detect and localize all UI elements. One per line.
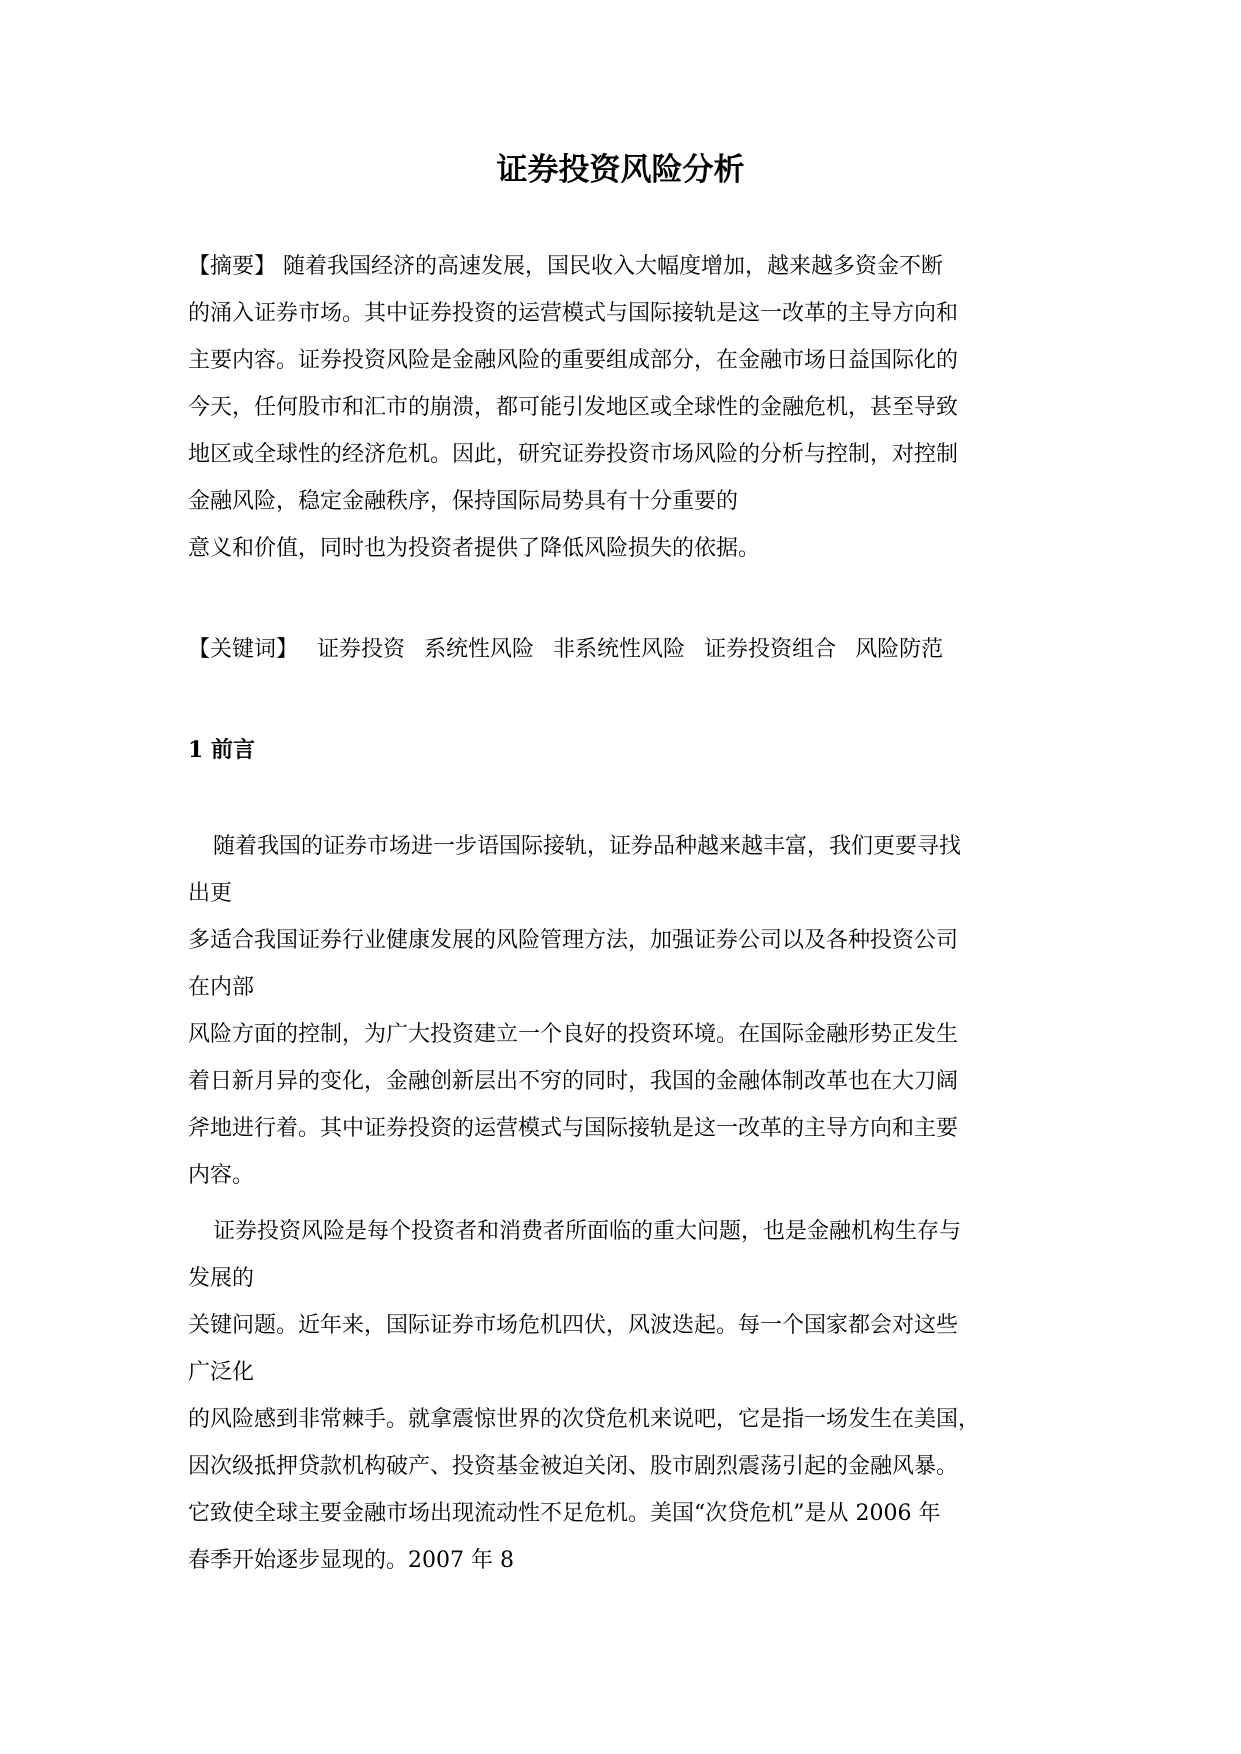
body-line: 春季开始逐步显现的。2007 年 8 [188, 1548, 514, 1573]
section-heading: 1 前言 [188, 737, 255, 763]
body-line: 在内部 [188, 975, 255, 1000]
keyword: 系统性风险 [424, 637, 535, 662]
keyword: 风险防范 [855, 637, 944, 662]
body-line: 风险方面的控制，为广大投资建立一个良好的投资环境。在国际金融形势正发生 [188, 1022, 959, 1047]
body-line: 内容。 [188, 1163, 255, 1188]
body-line: 斧地进行着。其中证券投资的运营模式与国际接轨是这一改革的主导方向和主要 [188, 1116, 959, 1141]
abstract-line: 金融风险，稳定金融秩序，保持国际局势具有十分重要的 [188, 489, 739, 514]
body-line: 关键问题。近年来，国际证券市场危机四伏，风波迭起。每一个国家都会对这些 [188, 1313, 959, 1338]
abstract-line: 地区或全球性的经济危机。因此，研究证券投资市场风险的分析与控制，对控制 [188, 442, 959, 467]
keyword: 证券投资组合 [704, 637, 837, 662]
body-line: 因次级抵押贷款机构破产、投资基金被迫关闭、股市剧烈震荡引起的金融风暴。 [188, 1454, 959, 1479]
document-title: 证券投资风险分析 [496, 152, 745, 188]
body-line: 它致使全球主要金融市场出现流动性不足危机。美国“次贷危机”是从 2006 年 [188, 1501, 941, 1526]
body-line: 多适合我国证券行业健康发展的风险管理方法，加强证券公司以及各种投资公司 [188, 928, 959, 953]
abstract-line: 主要内容。证券投资风险是金融风险的重要组成部分，在金融市场日益国际化的 [188, 348, 959, 373]
body-line: 发展的 [188, 1266, 255, 1291]
abstract-line: 意义和价值，同时也为投资者提供了降低风险损失的依据。 [188, 536, 761, 561]
abstract-line: 的涌入证券市场。其中证券投资的运营模式与国际接轨是这一改革的主导方向和 [188, 301, 959, 326]
abstract-line: 今天，任何股市和汇市的崩溃，都可能引发地区或全球性的金融危机，甚至导致 [188, 395, 959, 420]
keyword: 证券投资 [317, 637, 406, 662]
body-line: 出更 [188, 881, 233, 906]
body-line: 随着我国的证券市场进一步语国际接轨，证券品种越来越丰富，我们更要寻找 [213, 834, 962, 859]
keywords-label: 【关键词】 [188, 637, 299, 662]
body-line: 证券投资风险是每个投资者和消费者所面临的重大问题，也是金融机构生存与 [213, 1219, 962, 1244]
body-line: 着日新月异的变化，金融创新层出不穷的同时，我国的金融体制改革也在大刀阔 [188, 1069, 959, 1094]
body-line: 的风险感到非常棘手。就拿震惊世界的次贷危机来说吧，它是指一场发生在美国， [188, 1407, 981, 1432]
body-line: 广泛化 [188, 1360, 255, 1385]
keyword: 非系统性风险 [553, 637, 686, 662]
abstract-line: 【摘要】 随着我国经济的高速发展，国民收入大幅度增加，越来越多资金不断 [188, 254, 943, 279]
keywords-line [188, 633, 943, 667]
